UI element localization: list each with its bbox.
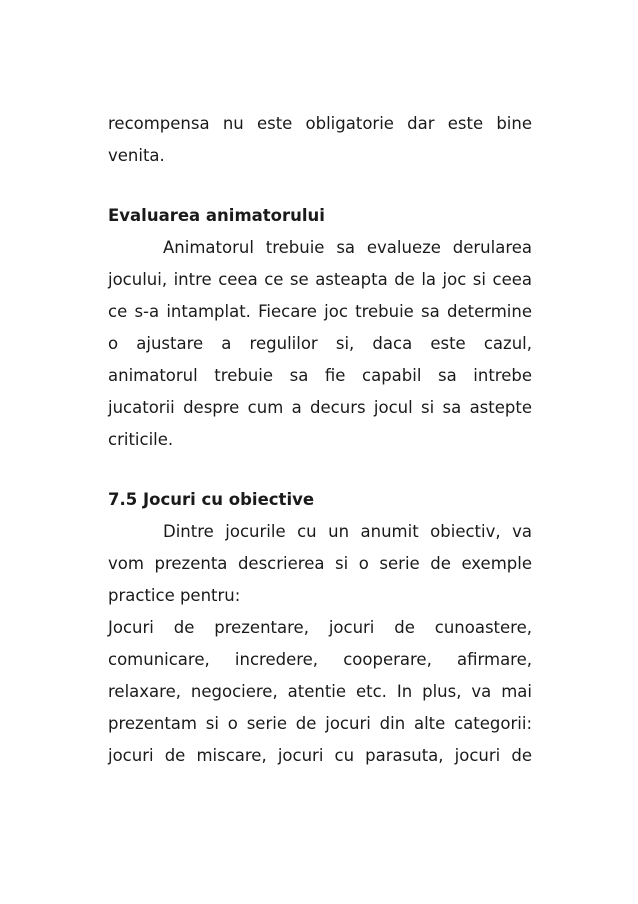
paragraph-line: venita.	[108, 146, 165, 165]
paragraph-line: comunicare, incredere, cooperare, afirmare,	[108, 650, 532, 669]
paragraph-line: o ajustare a regulilor si, daca este cazul,	[108, 334, 532, 353]
paragraph-line: animatorul trebuie sa fie capabil sa intrebe	[108, 366, 532, 385]
paragraph-line: relaxare, negociere, atentie etc. In plus, va mai	[108, 682, 532, 701]
paragraph-line: Dintre jocurile cu un anumit obiectiv, va	[163, 522, 532, 541]
paragraph-line: jucatorii despre cum a decurs jocul si sa astepte	[108, 398, 532, 417]
paragraph-line: recompensa nu este obligatorie dar este bine	[108, 114, 532, 133]
paragraph-line: practice pentru:	[108, 586, 241, 605]
paragraph-line: ce s-a intamplat. Fiecare joc trebuie sa determine	[108, 302, 532, 321]
paragraph-line: Animatorul trebuie sa evalueze derularea	[163, 238, 532, 257]
section-heading: 7.5 Jocuri cu obiective	[108, 490, 315, 509]
paragraph-line: jocului, intre ceea ce se asteapta de la joc si ceea	[108, 270, 532, 289]
paragraph-line: jocuri de miscare, jocuri cu parasuta, jocuri de	[108, 746, 532, 765]
paragraph-line: vom prezenta descrierea si o serie de exemple	[108, 554, 532, 573]
section-heading: Evaluarea animatorului	[108, 206, 325, 225]
paragraph-line: prezentam si o serie de jocuri din alte categorii:	[108, 714, 532, 733]
paragraph-line: criticile.	[108, 430, 174, 449]
paragraph-line: Jocuri de prezentare, jocuri de cunoastere,	[108, 618, 532, 637]
